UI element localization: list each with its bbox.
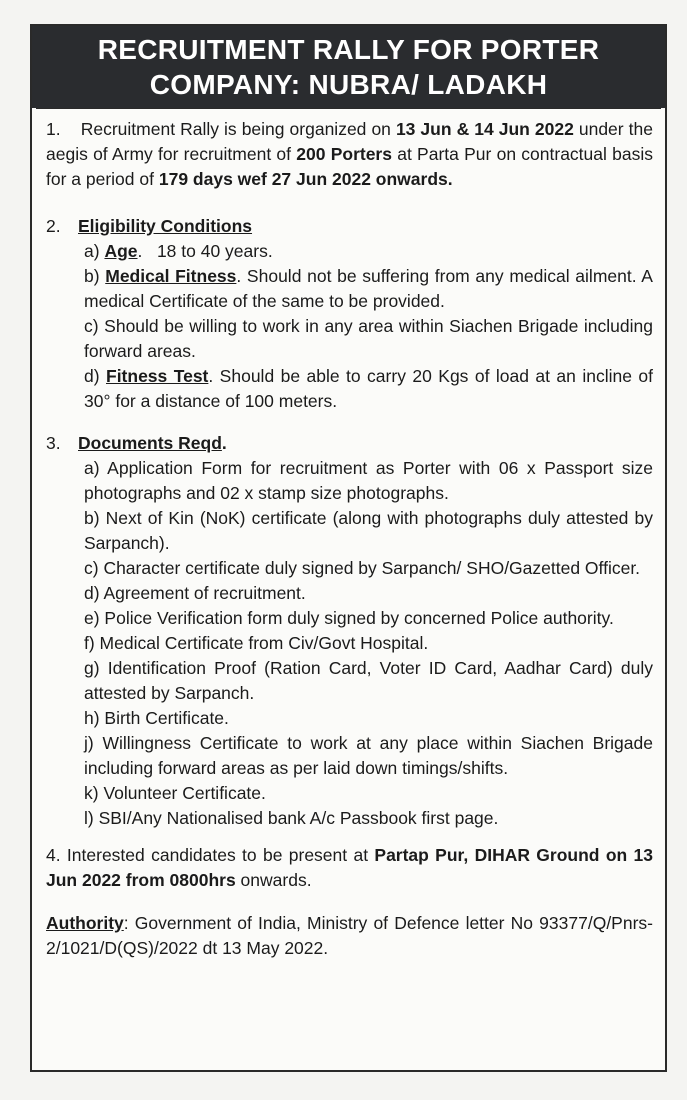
section-1 (46, 117, 653, 192)
authority-section (46, 911, 653, 961)
authority-text: : Government of India, Ministry of Defence letter No 93377/Q/Pnrs- 2/1021/D(QS)/2022 dt 13 May 2022. (46, 913, 653, 958)
notice-title-banner (32, 26, 665, 108)
section-2-number: 2. (46, 216, 61, 236)
eligibility-medical: b) Medical Fitness. Should not be suffering from any medical ailment. A medical Certificate of the same to be provided. (84, 266, 653, 311)
title-line-1: RECRUITMENT RALLY FOR PORTER (97, 34, 600, 65)
document-item: j) Willingness Certificate to work at any place within Siachen Brigade including forward areas as per laid down timings/shifts. (84, 733, 653, 778)
document-item: c) Character certificate duly signed by Sarpanch/ SHO/Gazetted Officer. (84, 558, 641, 578)
notice-frame (30, 24, 667, 1072)
documents-heading: Documents Reqd (78, 433, 222, 453)
section-1-number: 1. (46, 119, 61, 139)
eligibility-heading: Eligibility Conditions (78, 216, 253, 236)
document-item: a) Application Form for recruitment as Porter with 06 x Passport size photographs and 02 x stamp size photographs. (84, 458, 653, 503)
eligibility-fitness-test: d) Fitness Test. Should be able to carry 20 Kgs of load at an incline of 30° for a distance of 100 meters. (84, 366, 653, 411)
document-item: h) Birth Certificate. (84, 708, 229, 728)
document-item: g) Identification Proof (Ration Card, Voter ID Card, Aadhar Card) duly attested by Sarpanch. (84, 658, 653, 703)
section-4: 4. Interested candidates to be present at Partap Pur, DIHAR Ground on 13 Jun 2022 from 0800hrs onwards. (46, 845, 653, 890)
section-2 (46, 214, 653, 414)
porter-count: 200 Porters (296, 144, 392, 164)
age-label: Age (104, 241, 138, 261)
section-3: 3. Documents Reqd. a) Application Form for recruitment as Porter with 06 x Passport size photographs and 02 x stamp size photographs. b) Next of Kin (NoK) certificate (along with photographs duly attested by Sarpanch). c) Character certificate duly signed by Sarpanch/ SHO/Gazetted Officer. d) Agreement of recruitment. e) Police Verification form duly signed by concerned Police authority. f) Medical Certificate from Civ/Govt Hospital. g) Identification Proof (Ration Card, Voter ID Card, Aadhar Card) duly attested by Sarpanch. h) Birth Certificate. j) Willingness Certificate to work at any place within Siachen Brigade including forward areas as per laid down timings/shifts. k) Volunteer Certificate. l) SBI/Any Nationalised bank A/c Passbook first page. (46, 431, 653, 831)
document-item: d) Agreement of recruitment. (84, 583, 306, 603)
eligibility-age: a) Age. 18 to 40 years. (84, 241, 273, 261)
medical-fitness-label: Medical Fitness (105, 266, 237, 286)
notice-body (36, 108, 661, 961)
document-item: b) Next of Kin (NoK) certificate (along with photographs duly attested by Sarpanch). (84, 508, 653, 553)
authority-label: Authority (46, 913, 124, 933)
section-4-number: 4. (46, 845, 61, 865)
section-1-text-c: at Parta Pur on contractual basis for a period of (46, 144, 653, 189)
section-1-text-a: Recruitment Rally is being organized on (80, 119, 396, 139)
fitness-test-label: Fitness Test (106, 366, 209, 386)
document-item: e) Police Verification form duly signed by concerned Police authority. (84, 608, 614, 628)
section-3-number: 3. (46, 433, 61, 453)
document-item: l) SBI/Any Nationalised bank A/c Passbook first page. (84, 808, 499, 828)
document-item: f) Medical Certificate from Civ/Govt Hospital. (84, 633, 429, 653)
document-item: k) Volunteer Certificate. (84, 783, 266, 803)
eligibility-area: c) Should be willing to work in any area within Siachen Brigade including forward areas. (84, 316, 653, 361)
section-1-text-b: under the aegis of Army for recruitment of (46, 119, 653, 164)
venue-and-time: Partap Pur, DIHAR Ground on 13 Jun 2022 from 0800hrs (46, 845, 653, 890)
contract-period: 179 days wef 27 Jun 2022 onwards. (158, 169, 453, 189)
rally-dates: 13 Jun & 14 Jun 2022 (395, 119, 574, 139)
title-line-2: COMPANY: NUBRA/ LADAKH (149, 69, 548, 100)
